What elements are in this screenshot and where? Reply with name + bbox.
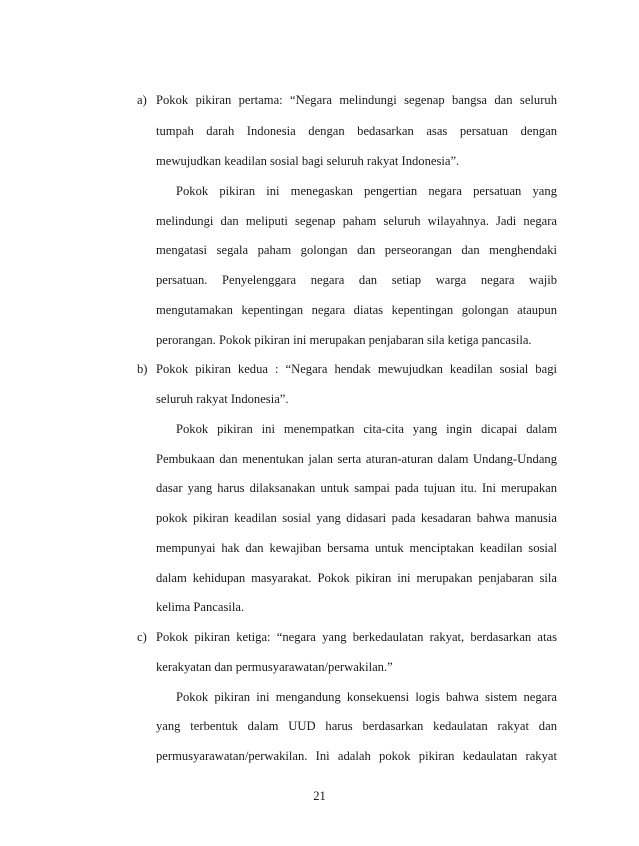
- item-b-body-line-7: kelima Pancasila.: [156, 600, 245, 614]
- item-a-heading-line-2: tumpah darah Indonesia dengan bedasarkan asas persatuan dengan: [156, 124, 557, 138]
- page-number: 21: [313, 789, 326, 803]
- item-b-body-line-6: dalam kehidupan masyarakat. Pokok pikiran ini merupakan penjabaran sila: [156, 571, 557, 585]
- item-b-heading-line-2: seluruh rakyat Indonesia”.: [156, 392, 289, 406]
- item-b-heading-line-1: Pokok pikiran kedua : “Negara hendak mewujudkan keadilan sosial bagi: [156, 362, 557, 376]
- list-label-a: a): [137, 93, 147, 107]
- item-a-body-line-5: mengutamakan kepentingan negara diatas kepentingan golongan ataupun: [156, 303, 557, 317]
- item-c-body-line-1: Pokok pikiran ini mengandung konsekuensi logis bahwa sistem negara: [176, 690, 557, 704]
- item-a-body-line-6: perorangan. Pokok pikiran ini merupakan penjabaran sila ketiga pancasila.: [156, 333, 532, 347]
- item-a-body-line-2: melindungi dan meliputi segenap paham seluruh wilayahnya. Jadi negara: [156, 214, 557, 228]
- item-c-heading-line-2: kerakyatan dan permusyarawatan/perwakilan.”: [156, 660, 393, 674]
- item-a-body-line-3: mengatasi segala paham golongan dan perseorangan dan menghendaki: [156, 243, 557, 257]
- item-b-body-line-2: Pembukaan dan menentukan jalan serta aturan-aturan dalam Undang-Undang: [156, 452, 557, 466]
- list-label-b: b): [137, 362, 148, 376]
- list-label-c: c): [137, 630, 147, 644]
- item-a-heading-line-3: mewujudkan keadilan sosial bagi seluruh rakyat Indonesia”.: [156, 154, 460, 168]
- item-b-body-line-1: Pokok pikiran ini menempatkan cita-cita yang ingin dicapai dalam: [176, 422, 557, 436]
- item-a-heading-line-1: Pokok pikiran pertama: “Negara melindungi segenap bangsa dan seluruh: [156, 93, 557, 107]
- item-c-body-line-3: permusyarawatan/perwakilan. Ini adalah pokok pikiran kedaulatan rakyat: [156, 749, 557, 763]
- item-a-body-line-4: persatuan. Penyelenggara negara dan setiap warga negara wajib: [156, 273, 557, 287]
- item-b-body-line-5: mempunyai hak dan kewajiban bersama untuk menciptakan keadilan sosial: [156, 541, 557, 555]
- item-c-heading-line-1: Pokok pikiran ketiga: “negara yang berkedaulatan rakyat, berdasarkan atas: [156, 630, 557, 644]
- item-b-body-line-4: pokok pikiran keadilan sosial yang didasari pada kesadaran bahwa manusia: [156, 511, 557, 525]
- item-a-body-line-1: Pokok pikiran ini menegaskan pengertian negara persatuan yang: [176, 184, 557, 198]
- item-c-body-line-2: yang terbentuk dalam UUD harus berdasarkan kedaulatan rakyat dan: [156, 719, 557, 733]
- item-b-body-line-3: dasar yang harus dilaksanakan untuk sampai pada tujuan itu. Ini merupakan: [156, 481, 557, 495]
